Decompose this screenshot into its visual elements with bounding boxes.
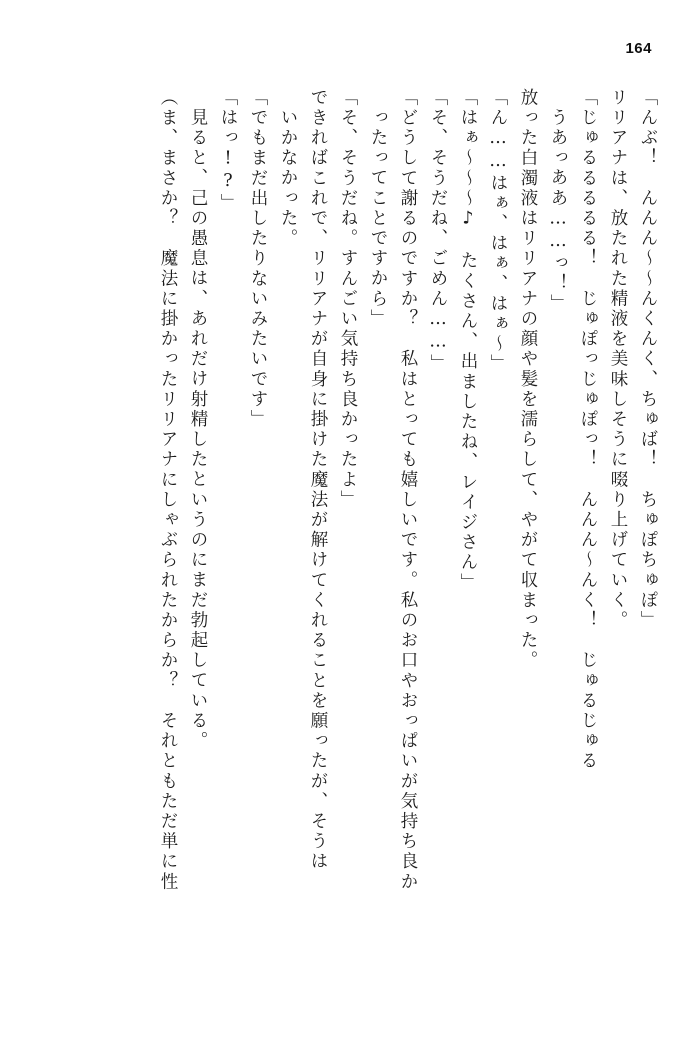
text-line: 「そ、そうだね。すんごい気持ち良かったよ」 bbox=[338, 88, 358, 511]
text-line: 「じゅるるるるる！ じゅぽっじゅぽっ！ んんん～んく！ じゅるじゅる bbox=[578, 88, 598, 772]
text-line: 「はっ!?」 bbox=[218, 88, 238, 214]
text-line: うあっああ……っ！」 bbox=[548, 108, 568, 314]
vertical-text-body bbox=[44, 88, 656, 1020]
text-line: できればこれで、リリアナが自身に掛けた魔法が解けてくれることを願ったが、そうは bbox=[308, 88, 328, 872]
text-line: 見ると、己の愚息は、あれだけ射精したというのにまだ勃起している。 bbox=[188, 108, 208, 752]
text-line: （ま、まさか？ 魔法に掛かったリリアナにしゃぶられたからか？ それともただ単に性 bbox=[158, 88, 178, 892]
text-line: いかなかった。 bbox=[278, 108, 298, 249]
text-line: 「どうして謝るのですか？ 私はとっても嬉しいです。私のお口やおっぱいが気持ち良か bbox=[398, 88, 418, 892]
text-line: 「ん……はぁ、はぁ、はぁ～」 bbox=[488, 88, 508, 375]
page-number: 164 bbox=[625, 40, 652, 57]
text-line: 「そ、そうだね、ごめん……」 bbox=[428, 88, 448, 375]
text-line: 「でもまだ出したりないみたいです」 bbox=[248, 88, 268, 430]
text-line: ったってことですから」 bbox=[368, 108, 388, 330]
text-line: 「んぶ！ んんん～～んくんく、ちゅば！ ちゅぽちゅぽ」 bbox=[638, 88, 658, 631]
text-line: リリアナは、放たれた精液を美味しそうに啜り上げていく。 bbox=[608, 88, 628, 631]
text-line: 「はぁ～～～♪ たくさん、出ましたね、レイジさん」 bbox=[458, 88, 478, 593]
text-line: 放った白濁液はリリアナの顔や髪を濡らして、やがて収まった。 bbox=[518, 88, 538, 671]
